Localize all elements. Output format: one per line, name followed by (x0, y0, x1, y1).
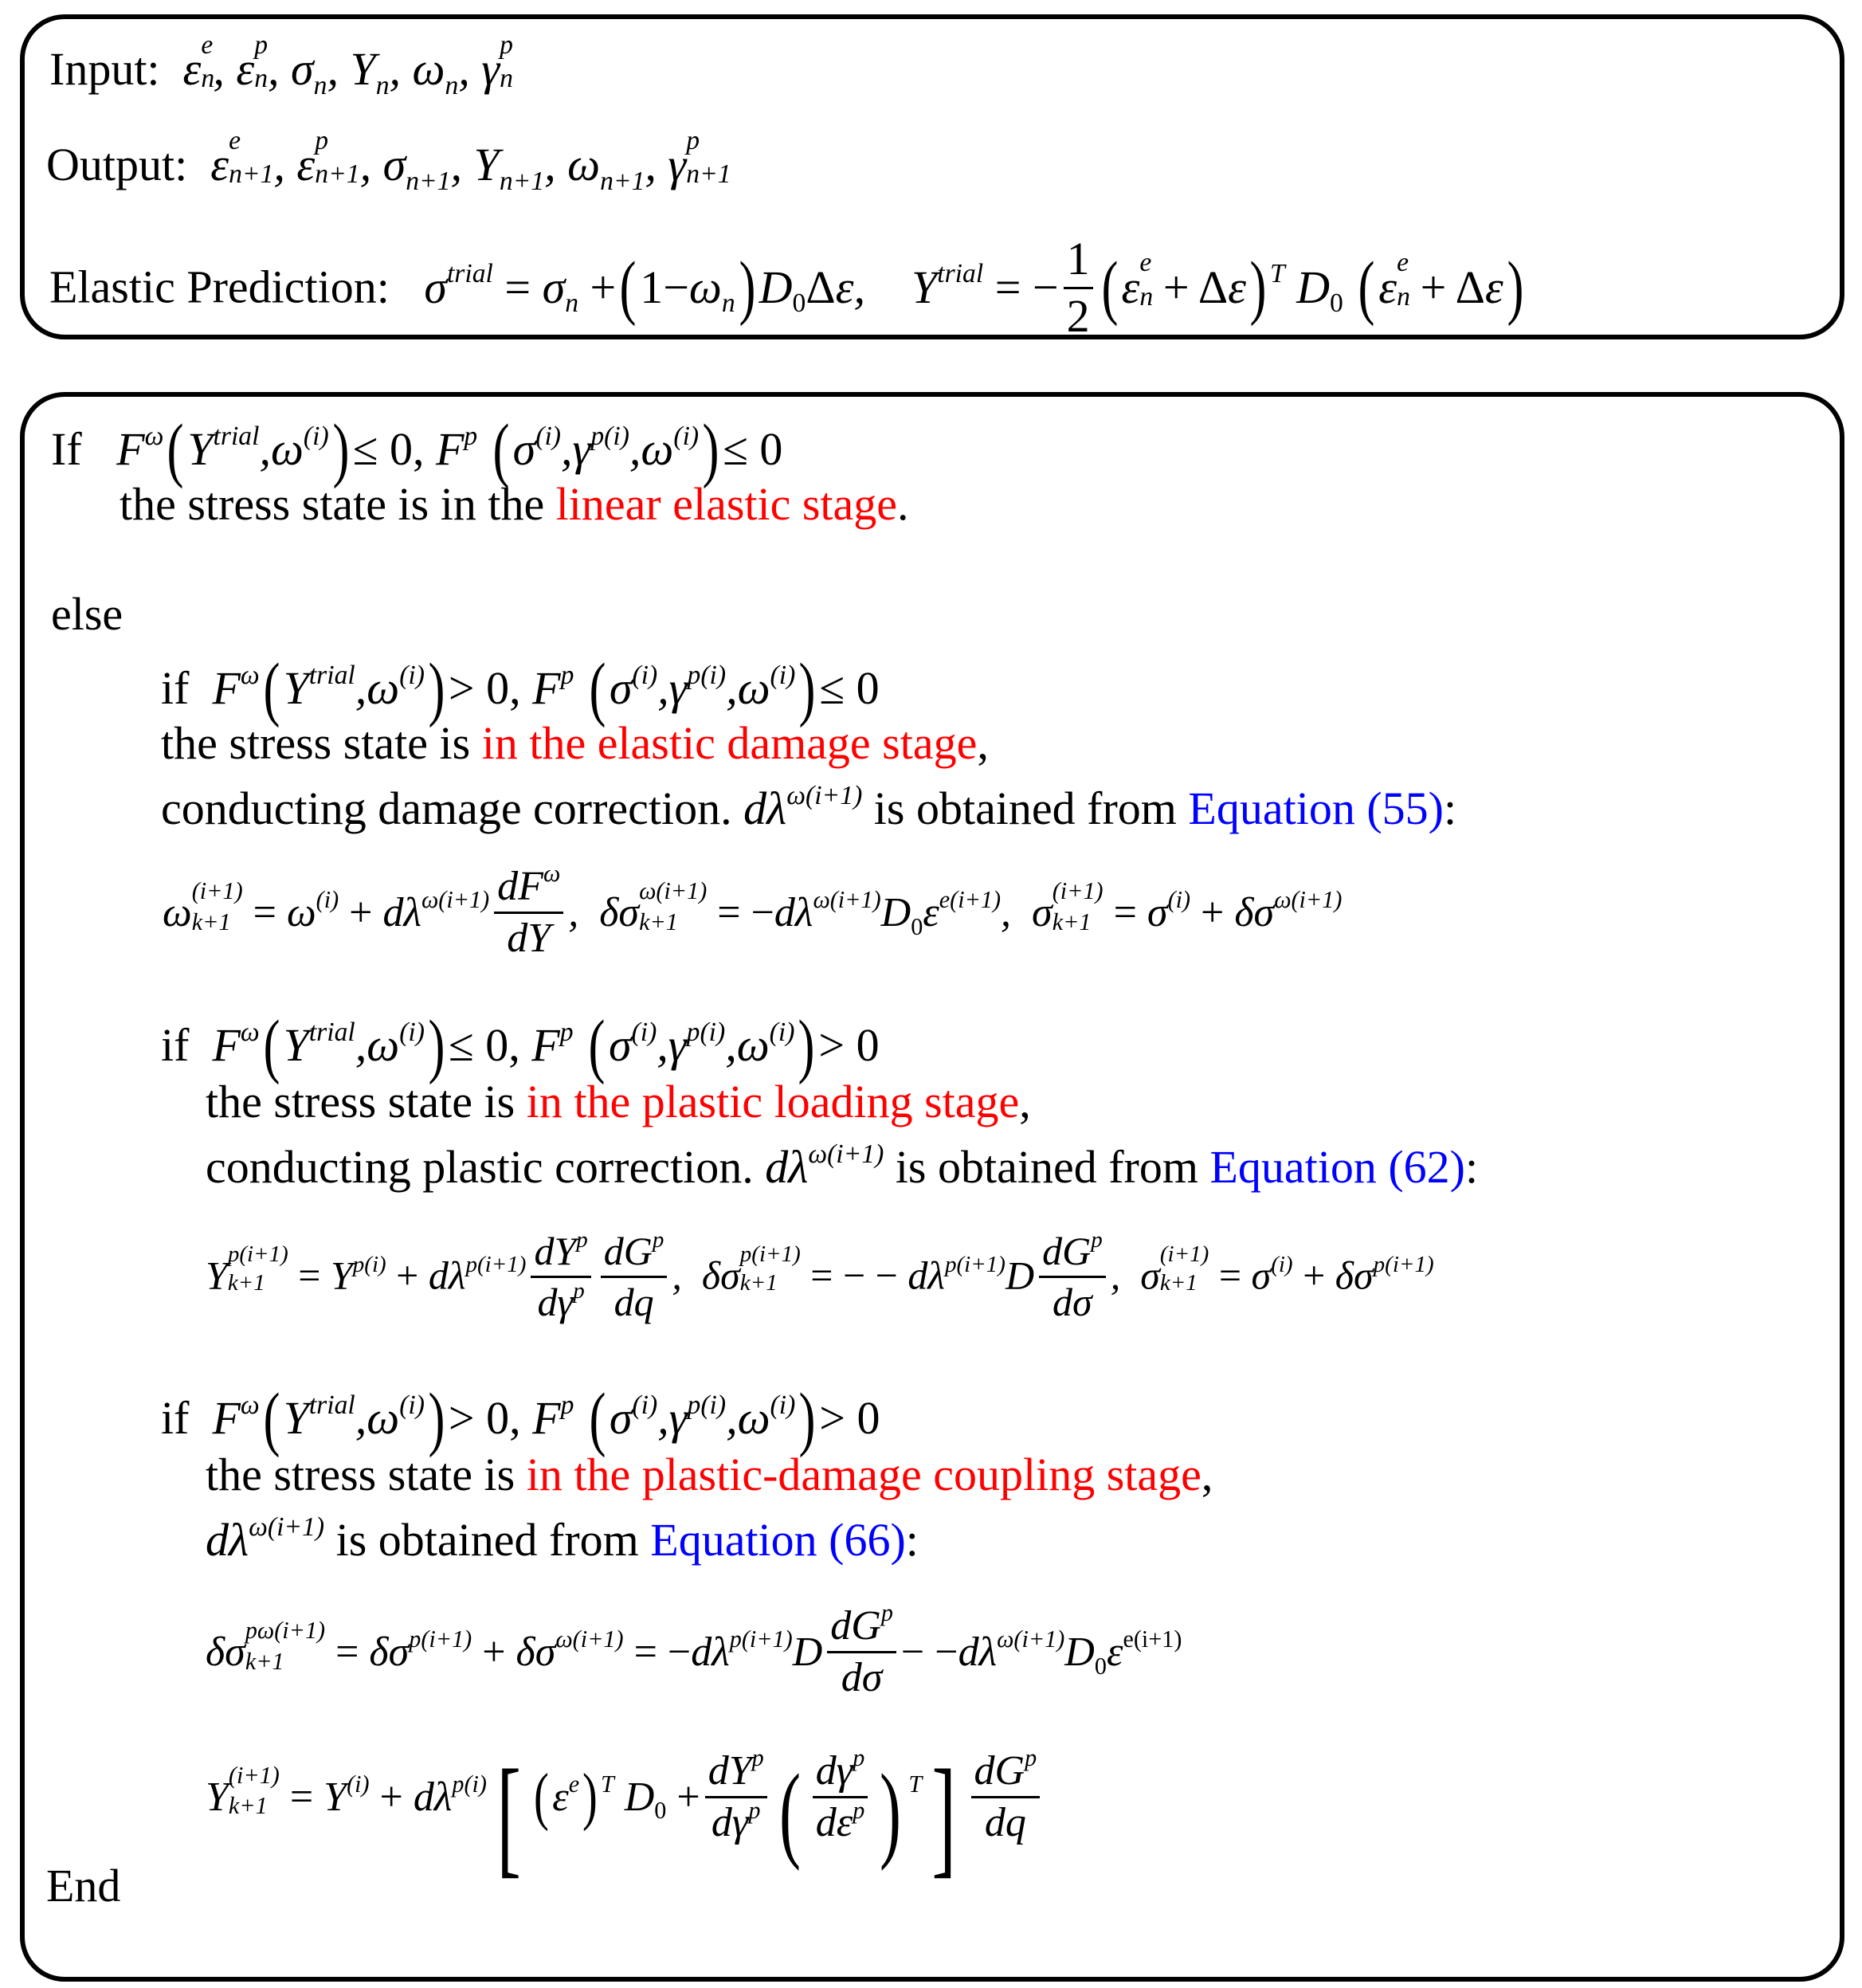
linear-stage-text: the stress state is in the linear elastic stage. (120, 478, 909, 530)
elastic-prediction-line (49, 233, 1527, 345)
plastic-loading-stage-label: in the plastic loading stage (526, 1076, 1020, 1127)
coupling-obtained-text: $d\lambda^{\omega(i+1)}$ is obtained from Equation (66): (206, 1512, 919, 1566)
plastic-damage-coupling-stage-label: in the plastic-damage coupling stage (526, 1449, 1201, 1500)
damage-correction-text: conducting damage correction. $d\lambda^{\omega(i+1)}$ is obtained from Equation (55): (161, 780, 1457, 834)
plastic-update-equation: Y p(i+1) k+1 = $Y^{p(i)} + d\lambda^{p(i+1)}$ $\frac{dY^p}{d\gamma^p}$ $\frac{dG^p}{dq}$ , δσ p(i+1) k+1 = − − $d\lambda^{p(i+1)}D$ $\frac{dG^p}{d\sigma}$ , σ (i+1) k+1 = $\sigma^{(i)} + \delta\sigma^{p(i+1)}$ (206, 1227, 1434, 1324)
plastic-correction-text: conducting plastic correction. $d\lambda^{\omega(i+1)}$ is obtained from Equation (62): (206, 1139, 1479, 1193)
else-keyword: else (51, 588, 123, 640)
coupling-stage-text: the stress state is in the plastic-damage coupling stage, (206, 1449, 1213, 1500)
input-label: Input: (49, 43, 160, 95)
if-linear-condition: If $F^\omega(Y^{trial},\omega^{(i)})\le 0$, $F^p$ $(\sigma^{(i)},\gamma^{p(i)},\omega^{(i)})\le 0$ (51, 410, 783, 489)
y-trial-equation: $Y^{trial}$ = − $\frac{1}{2}$ (ε e n + Δε) $^T$ $D_0$ (ε e n + Δε) (911, 233, 1524, 343)
equation-66-link[interactable]: Equation (66) (650, 1514, 906, 1566)
elastic-prediction-label: Elastic Prediction: (49, 261, 390, 313)
if-coupling-condition: if $F^\omega(Y^{trial},\omega^{(i)})> 0$, $F^p$ $(\sigma^{(i)},\gamma^{p(i)},\omega^{(i)})> 0$ (161, 1379, 880, 1458)
damage-stage-text: the stress state is in the elastic damage stage, (161, 717, 989, 769)
output-line (46, 125, 731, 196)
coupling-stress-equation: δσ pω(i+1) k+1 = $\delta\sigma^{p(i+1)} + \delta\sigma^{\omega(i+1)} = -d\lambda^{p(i+1)}D$ $\frac{dG^p}{d\sigma}$ − $-d\lambda^{\omega(i+1)}D_0\varepsilon^{e(i+1)}$ (206, 1599, 1182, 1701)
if-keyword: If (51, 423, 82, 476)
plastic-stage-text: the stress state is in the plastic loading stage, (206, 1076, 1031, 1127)
input-vars: ε e n , ε p n , $\sigma_n$, $Y_n$, $\omega_n$, γ p n (182, 29, 513, 100)
end-keyword: End (46, 1860, 121, 1912)
equation-62-link[interactable]: Equation (62) (1209, 1141, 1465, 1193)
equation-55-link[interactable]: Equation (55) (1188, 782, 1444, 834)
if-damage-condition: if $F^\omega(Y^{trial},\omega^{(i)})> 0$, $F^p$ $(\sigma^{(i)},\gamma^{p(i)},\omega^{(i)})\le 0$ (161, 649, 880, 728)
output-label: Output: (46, 139, 188, 190)
linear-elastic-stage-label: linear elastic stage (555, 478, 898, 530)
input-line (49, 29, 513, 100)
sigma-trial-equation: $\sigma^{trial} = \sigma_n +(1-\omega_n)D_0\Delta\varepsilon$, (424, 248, 865, 327)
output-vars: ε e n+1 , ε p n+1 , $\sigma_{n+1}$, $Y_{n+1}$, $\omega_{n+1}$, γ p n+1 (210, 125, 731, 196)
coupling-y-equation: Y (i+1) k+1 = $Y^{(i)} + d\lambda^{p(i)}$[ $(\varepsilon^e)$ $^T$ $D_0$ + $\frac{dY^p}{d\gamma^p}$ ( $\frac{d\gamma^p}{d\varepsilon^p}$ ) $^T$] $\frac{dG^p}{dq}$ (206, 1750, 1045, 1882)
damage-update-equation: ω (i+1) k+1 = $\omega^{(i)} + d\lambda^{\omega(i+1)}$ $\frac{dF^\omega}{dY}$ , δσ ω(i+1) k+1 = $-d\lambda^{\omega(i+1)}D_0\varepsilon^{e(i+1)}$, σ (i+1) k+1 = $\sigma^{(i)} + \delta\sigma^{\omega(i+1)}$ (163, 860, 1343, 962)
elastic-damage-stage-label: in the elastic damage stage (481, 717, 978, 769)
if-plastic-condition: if $F^\omega(Y^{trial},\omega^{(i)})\le 0$, $F^p$ $(\sigma^{(i)},\gamma^{p(i)},\omega^{(i)})> 0$ (161, 1006, 880, 1085)
